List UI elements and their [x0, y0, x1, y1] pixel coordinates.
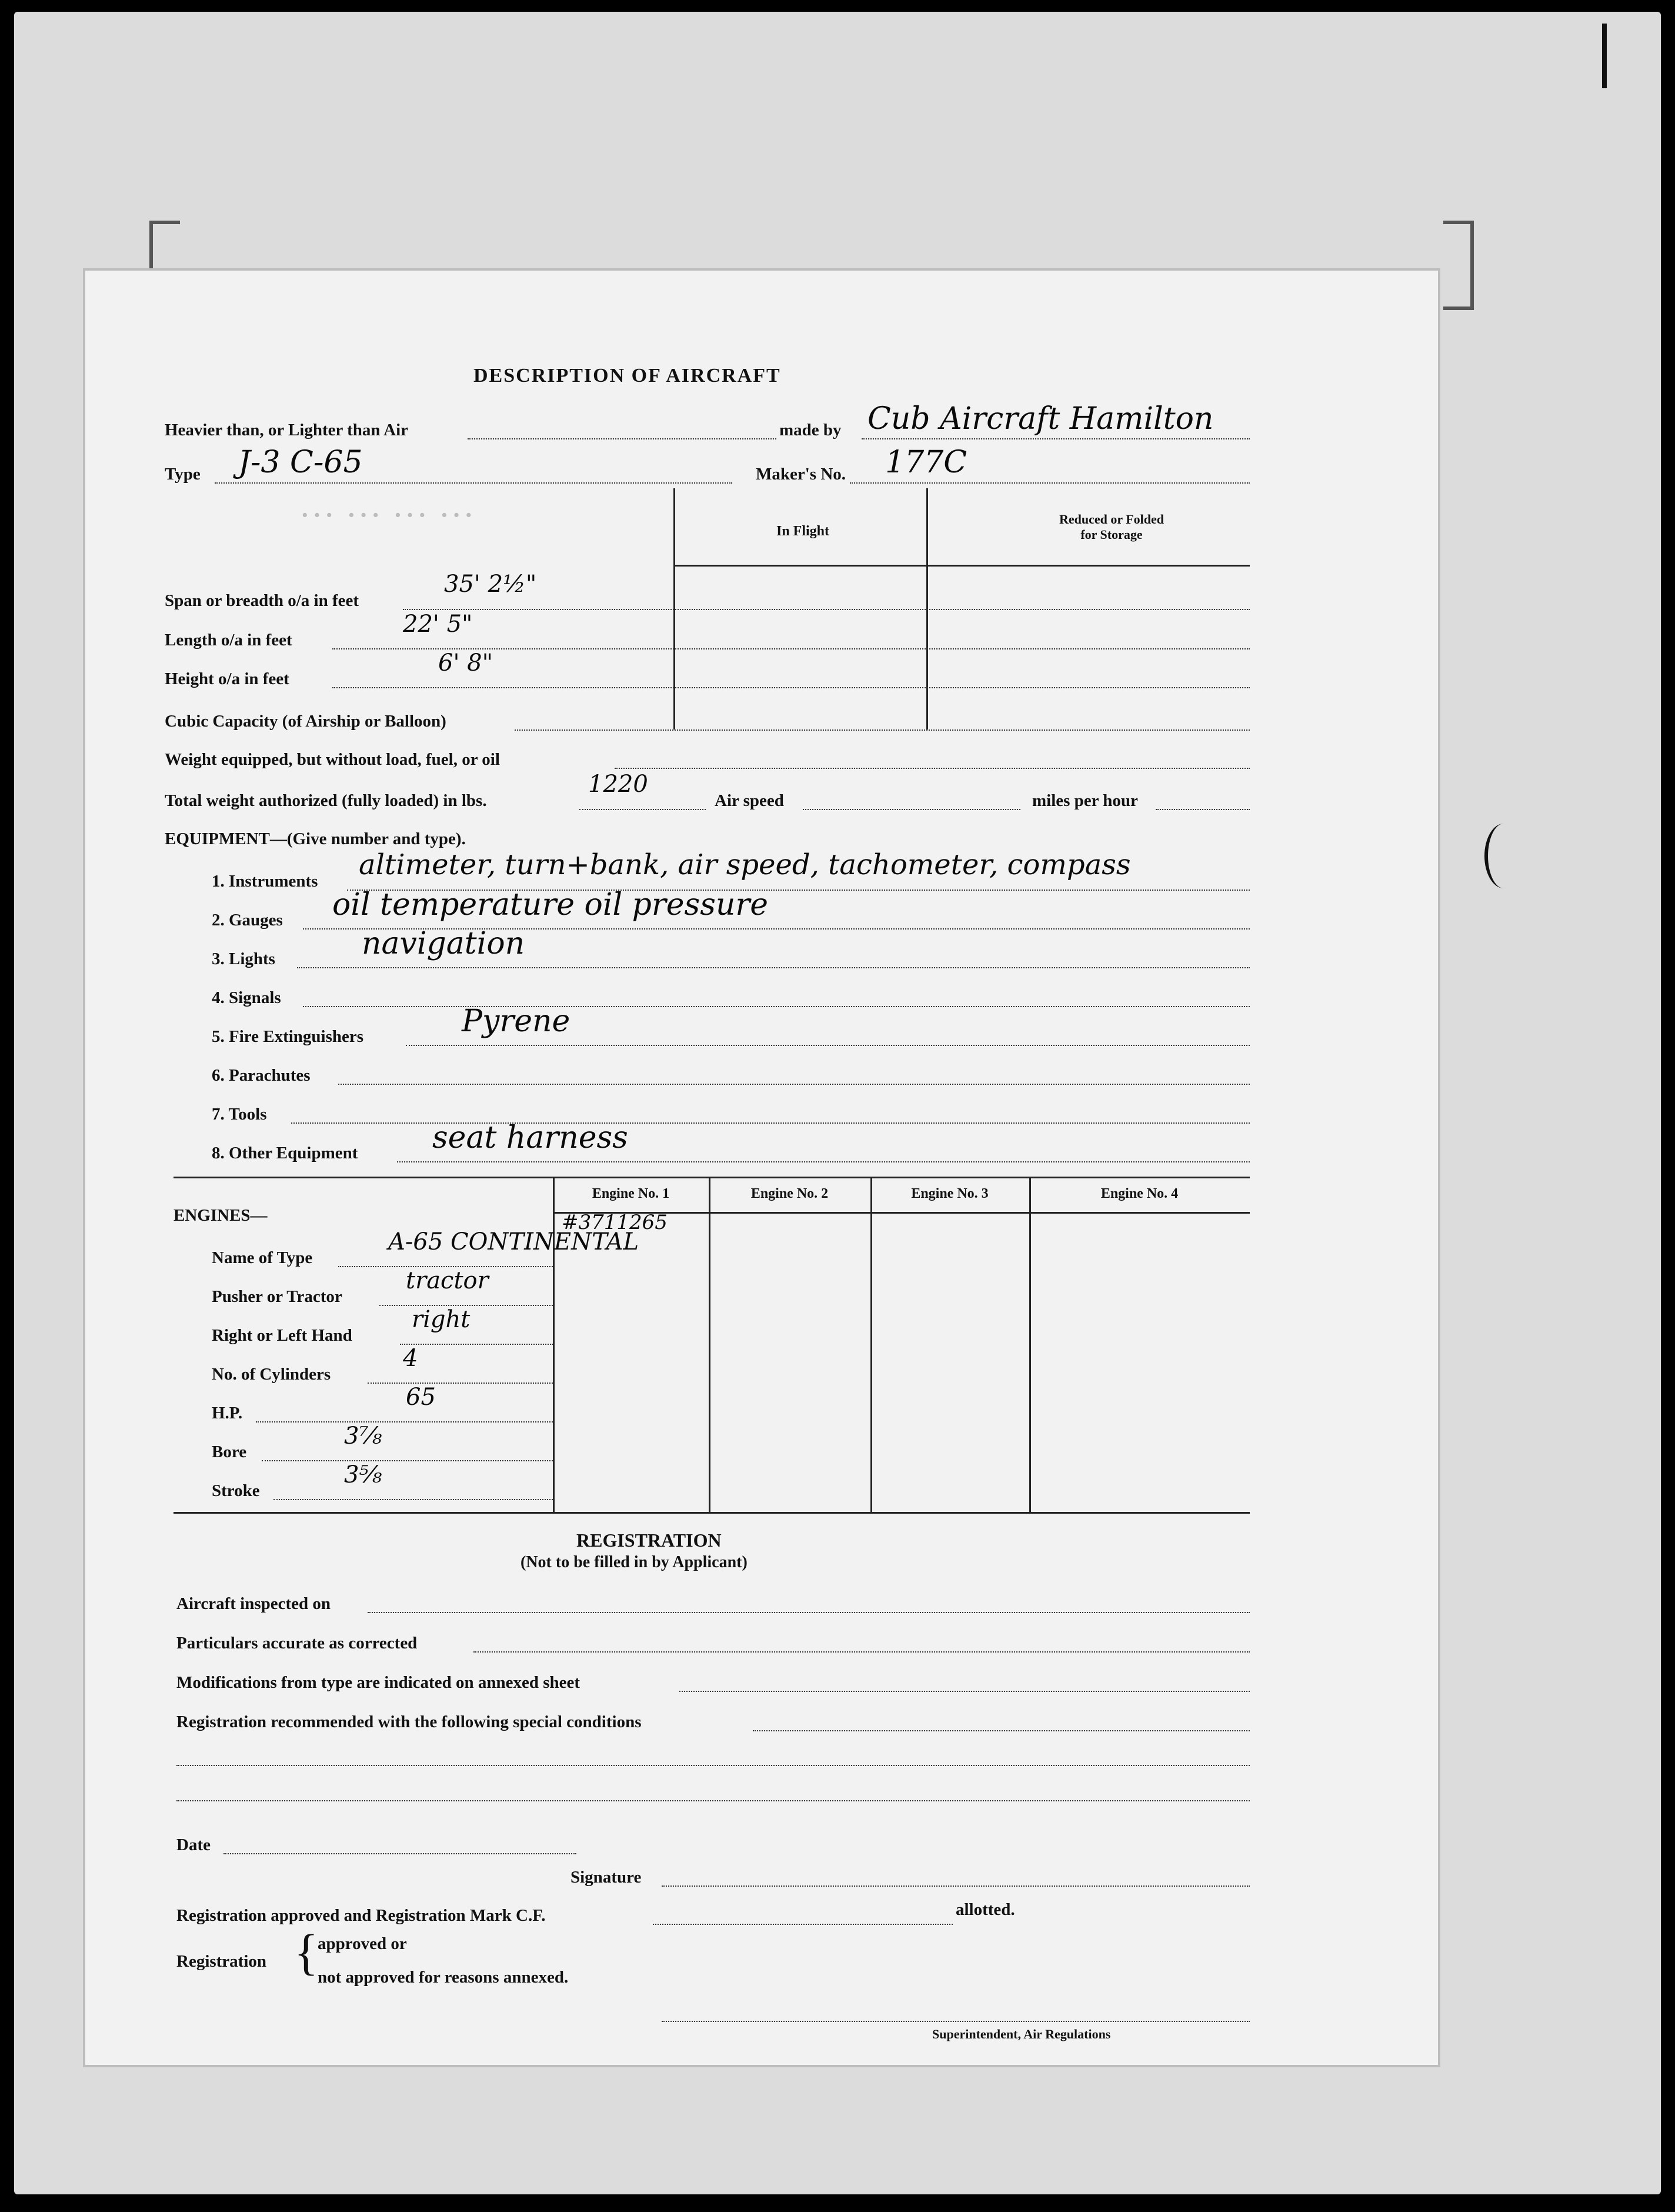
makers-no-line: [850, 482, 1250, 484]
approved-label: Registration approved and Registration Mark C.F.: [176, 1906, 546, 1925]
engine-col-rule: [709, 1177, 710, 1512]
engine-row-value[interactable]: 4: [403, 1345, 418, 1372]
equipment-label: 2. Gauges: [212, 911, 283, 930]
engine-column-header: Engine No. 1: [592, 1186, 670, 1201]
equipment-value[interactable]: seat harness: [432, 1120, 628, 1155]
engine-row-line: [368, 1382, 553, 1384]
engine-col-rule: [870, 1177, 872, 1512]
engine-row-value[interactable]: 3⅝: [344, 1461, 382, 1488]
particulars-label: Particulars accurate as corrected: [176, 1634, 418, 1653]
engine-row-value[interactable]: 3⅞: [344, 1423, 382, 1450]
span-line: [403, 609, 1250, 610]
cubic-line: [515, 729, 1250, 731]
engine-row-label: H.P.: [212, 1404, 243, 1423]
equipment-value[interactable]: navigation: [362, 926, 525, 961]
type-value[interactable]: J-3 C-65: [238, 445, 363, 480]
registration-heading: REGISTRATION: [576, 1530, 722, 1551]
engine-row-line: [262, 1460, 553, 1461]
bleed-through-text: ··· ··· ··· ···: [297, 501, 473, 529]
mph-line: [1156, 809, 1250, 810]
type-line: [215, 482, 732, 484]
total-weight-line: [579, 809, 706, 810]
modifications-label: Modifications from type are indicated on annexed sheet: [176, 1673, 580, 1692]
height-line: [332, 687, 1250, 688]
recommended-line: [176, 1765, 1250, 1766]
heavier-line: [468, 438, 776, 439]
air-speed-label: Air speed: [715, 791, 784, 810]
cubic-label: Cubic Capacity (of Airship or Balloon): [165, 712, 446, 731]
not-approved-label: not approved for reasons annexed.: [318, 1968, 569, 1987]
makers-no-label: Maker's No.: [756, 465, 846, 484]
crop-mark-top-right: [1443, 221, 1474, 310]
engine-row-value[interactable]: tractor: [406, 1267, 489, 1294]
equipment-heading: EQUIPMENT—(Give number and type).: [165, 830, 466, 848]
engine-col-rule: [1029, 1177, 1031, 1512]
weight-label: Weight equipped, but without load, fuel, or oil: [165, 750, 500, 769]
length-label: Length o/a in feet: [165, 631, 292, 649]
equipment-value[interactable]: altimeter, turn+bank, air speed, tachometer, compass: [359, 848, 1131, 881]
equipment-line: [338, 1084, 1250, 1085]
allotted-label: allotted.: [956, 1900, 1015, 1919]
made-by-label: made by: [779, 421, 842, 439]
span-label: Span or breadth o/a in feet: [165, 591, 359, 610]
air-speed-line: [803, 809, 1020, 810]
equipment-line: [297, 967, 1250, 968]
equipment-line: [397, 1161, 1250, 1162]
total-weight-value[interactable]: 1220: [588, 771, 648, 798]
engine-row-label: Name of Type: [212, 1248, 313, 1267]
inspected-line: [368, 1612, 1250, 1613]
length-value[interactable]: 22' 5": [403, 611, 473, 638]
engine-column-header: Engine No. 4: [1100, 1186, 1179, 1201]
total-weight-label: Total weight authorized (fully loaded) in lbs.: [165, 791, 487, 810]
weight-line: [615, 768, 1250, 769]
engine-row-value[interactable]: 65: [406, 1384, 436, 1411]
form-sheet: [85, 271, 1438, 2065]
engine-serial-value[interactable]: #3711265: [562, 1211, 668, 1234]
engine-row-label: Bore: [212, 1443, 247, 1461]
heavier-label: Heavier than, or Lighter than Air: [165, 421, 409, 439]
approved-line: [653, 1924, 953, 1925]
registration-brace: {: [294, 1924, 319, 1980]
signature-line: [662, 1885, 1250, 1887]
engine-row-line: [400, 1344, 553, 1345]
equipment-value[interactable]: oil temperature oil pressure: [332, 887, 769, 922]
engine-row-label: Right or Left Hand: [212, 1326, 352, 1345]
equipment-line: [406, 1045, 1250, 1046]
margin-mark: [1602, 24, 1624, 88]
engine-row-line: [273, 1499, 553, 1500]
equipment-label: 4. Signals: [212, 988, 281, 1007]
col-reduced: Reduced or Folded for Storage: [1059, 512, 1165, 542]
signature-label: Signature: [570, 1868, 642, 1887]
engines-bottom-rule: [173, 1512, 1250, 1514]
recommended-line: [176, 1800, 1250, 1801]
particulars-line: [473, 1651, 1250, 1653]
type-label: Type: [165, 465, 201, 484]
equipment-label: 6. Parachutes: [212, 1066, 311, 1085]
height-value[interactable]: 6' 8": [438, 649, 493, 677]
registration-subheading: (Not to be filled in by Applicant): [520, 1553, 748, 1571]
engines-heading: ENGINES—: [173, 1206, 268, 1225]
equipment-label: 7. Tools: [212, 1105, 267, 1124]
makers-no-value[interactable]: 177C: [885, 445, 967, 480]
superintendent-line: [662, 2021, 1250, 2022]
superintendent-label: Superintendent, Air Regulations: [932, 2027, 1111, 2041]
engine-row-label: No. of Cylinders: [212, 1365, 331, 1384]
equipment-label: 8. Other Equipment: [212, 1144, 358, 1162]
modifications-line: [679, 1691, 1250, 1692]
engine-column-header: Engine No. 3: [911, 1186, 989, 1201]
equipment-line: [303, 1006, 1250, 1007]
recommended-label: Registration recommended with the following special conditions: [176, 1713, 642, 1731]
span-value[interactable]: 35' 2½": [444, 571, 537, 598]
equipment-label: 3. Lights: [212, 950, 275, 968]
margin-mark: [1484, 824, 1523, 888]
engine-column-header: Engine No. 2: [750, 1186, 829, 1201]
equipment-label: 5. Fire Extinguishers: [212, 1027, 364, 1046]
equipment-label: 1. Instruments: [212, 872, 318, 891]
registration-label: Registration: [176, 1952, 267, 1971]
engine-row-value[interactable]: right: [412, 1306, 471, 1333]
engine-col-rule: [553, 1177, 555, 1512]
made-by-line: [862, 438, 1250, 439]
date-label: Date: [176, 1835, 211, 1854]
engine-row-line: [256, 1421, 553, 1423]
engine-row-value[interactable]: A-65 CONTINENTAL: [388, 1228, 639, 1255]
form-title: DESCRIPTION OF AIRCRAFT: [473, 365, 781, 387]
engine-row-label: Stroke: [212, 1481, 260, 1500]
dim-header-rule: [673, 565, 1250, 567]
made-by-value[interactable]: Cub Aircraft Hamilton: [867, 401, 1214, 437]
equipment-value[interactable]: Pyrene: [462, 1004, 570, 1039]
date-line: [223, 1853, 576, 1854]
engines-top-rule: [173, 1177, 1250, 1178]
engine-row-label: Pusher or Tractor: [212, 1287, 342, 1306]
mph-label: miles per hour: [1032, 791, 1138, 810]
recommended-line: [753, 1730, 1250, 1731]
height-label: Height o/a in feet: [165, 669, 289, 688]
inspected-label: Aircraft inspected on: [176, 1594, 331, 1613]
approved-or-label: approved or: [318, 1934, 407, 1953]
col-in-flight: In Flight: [776, 524, 830, 539]
